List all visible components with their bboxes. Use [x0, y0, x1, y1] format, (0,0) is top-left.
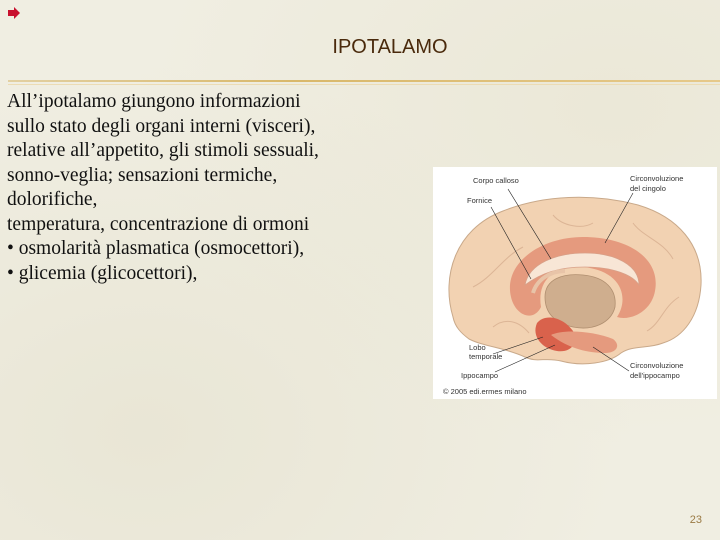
- body-line: sonno-veglia; sensazioni termiche,: [7, 164, 278, 186]
- label-fornice: Fornice: [467, 196, 493, 205]
- brain-diagram: [433, 167, 717, 399]
- title-divider: [8, 80, 720, 82]
- figure-copyright: © 2005 edi.ermes milano: [443, 387, 527, 396]
- right-arrow-icon: [7, 6, 21, 20]
- body-line: • glicemia (glicocettori),: [7, 262, 198, 284]
- label-ippocampo-circ-1: Circonvoluzione: [630, 361, 684, 370]
- label-cingolo-1: Circonvoluzione: [630, 174, 684, 183]
- label-cingolo-2: del cingolo: [630, 184, 666, 193]
- brain-diagram-svg: [433, 167, 717, 399]
- label-lobo-1: Lobo: [469, 343, 486, 352]
- slide-title: IPOTALAMO: [332, 36, 448, 58]
- label-ippocampo-circ-2: dell'ippocampo: [630, 371, 680, 380]
- label-lobo-2: temporale: [469, 352, 503, 361]
- body-line: temperatura, concentrazione di ormoni: [7, 213, 310, 235]
- page-number: 23: [689, 514, 702, 526]
- label-ippocampo: Ippocampo: [461, 371, 499, 380]
- body-line: • osmolarità plasmatica (osmocettori),: [7, 238, 305, 259]
- title-divider-secondary: [8, 84, 720, 85]
- body-line: relative all’appetito, gli stimoli sessuali,: [7, 140, 319, 161]
- label-corpo-calloso: Corpo calloso: [473, 176, 519, 185]
- body-line: sullo stato degli organi interni (visceri),: [7, 115, 316, 137]
- body-line: dolorifiche,: [7, 189, 98, 210]
- body-line: All’ipotalamo giungono informazioni: [7, 91, 301, 112]
- body-text: [7, 90, 427, 286]
